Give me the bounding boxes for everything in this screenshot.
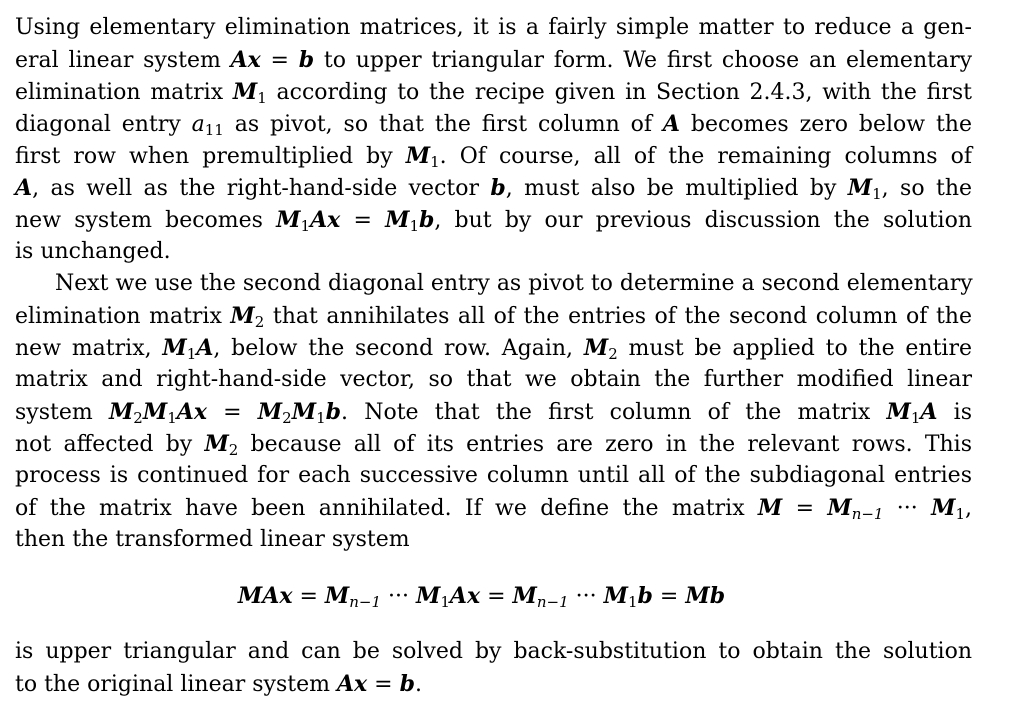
text-run: 1: [440, 593, 450, 611]
text-run: 1: [300, 217, 311, 235]
text-run: first row when premultiplied by: [15, 144, 406, 169]
text-line: [15, 460, 972, 492]
text-run: 1: [316, 409, 326, 427]
text-run: M: [886, 399, 911, 425]
text-run: M: [204, 431, 229, 457]
text-run: =: [260, 48, 299, 73]
text-line: [15, 300, 972, 332]
text-run: A: [662, 111, 680, 137]
math-x: x: [247, 47, 261, 73]
text-run: is upper triangular and can be solved by back-substitution to obtain the solution: [15, 639, 972, 664]
text-line: [15, 428, 972, 460]
text-run: a: [191, 112, 205, 137]
text-run: A: [336, 671, 355, 697]
text-run: M: [324, 583, 350, 609]
text-run: elimination matrix: [15, 304, 231, 329]
text-run: n−1: [536, 593, 569, 611]
text-run: M: [827, 495, 852, 521]
text-line: [15, 524, 972, 556]
display-equation: [15, 580, 972, 612]
text-run: b: [637, 583, 653, 609]
text-run: because all of its entries are zero in the relevant rows. This: [238, 432, 972, 457]
text-run: x: [466, 583, 481, 609]
text-run: M: [415, 583, 441, 609]
text-run: 1: [409, 217, 419, 235]
text-run: =: [367, 672, 400, 697]
text-run: , must also be multiplied by: [505, 176, 848, 201]
text-line: [15, 204, 972, 236]
text-run: , below the second row. Again,: [213, 336, 584, 361]
text-run: diagonal entry: [15, 112, 192, 137]
text-run: 2: [608, 345, 618, 363]
text-run: as pivot, so that the first column of: [223, 112, 663, 137]
spacer: [15, 556, 972, 580]
text-run: =: [292, 584, 325, 609]
text-line: [15, 44, 972, 76]
text-run: elimination matrix: [15, 80, 233, 105]
text-line: [15, 268, 972, 300]
text-run: A: [196, 335, 214, 361]
text-run: of the matrix have been annihilated. If we define the matrix: [15, 496, 758, 521]
text-line: [15, 108, 972, 140]
text-run: A: [262, 583, 280, 609]
text-run: M: [257, 399, 283, 425]
text-run: M: [847, 175, 873, 201]
text-run: M: [931, 495, 956, 521]
text-run: x: [279, 583, 293, 609]
text-run: b: [418, 207, 435, 233]
text-run: to the original linear system: [15, 672, 337, 697]
text-run: 11: [204, 121, 224, 139]
math-A: A: [230, 47, 248, 73]
text-run: to upper triangular form. We first choose an elementary: [314, 48, 973, 73]
text-run: not affected by: [15, 432, 205, 457]
text-run: 1: [872, 185, 882, 203]
text-run: A: [310, 207, 328, 233]
document-page: [15, 12, 972, 700]
text-run: A: [15, 175, 33, 201]
text-run: ···: [381, 584, 416, 609]
text-line: [15, 12, 972, 44]
text-run: then the transformed linear system: [15, 527, 410, 552]
text-run: M: [142, 399, 168, 425]
text-run: system: [15, 400, 109, 425]
text-run: =: [652, 584, 686, 609]
text-run: A: [449, 583, 467, 609]
text-run: eral linear system: [15, 48, 231, 73]
text-run: x: [193, 399, 207, 425]
text-run: M: [512, 583, 537, 609]
text-run: =: [480, 584, 513, 609]
text-run: Next we use the second diagonal entry as pivot to determine a second elementary: [55, 271, 973, 296]
text-line: [15, 172, 972, 204]
text-run: .: [414, 672, 422, 697]
text-run: . Note that the first column of the matrix: [341, 400, 887, 425]
text-run: M: [108, 399, 134, 425]
text-run: new matrix,: [15, 336, 163, 361]
text-run: new system becomes: [15, 208, 277, 233]
text-run: M: [237, 583, 263, 609]
text-run: Using elementary elimination matrices, it is a fairly simple matter to reduce a gen-: [15, 15, 972, 40]
text-run: A: [176, 399, 194, 425]
text-run: 1: [955, 505, 965, 523]
text-run: M: [757, 495, 783, 521]
text-run: =: [206, 400, 258, 425]
spacer: [15, 612, 972, 636]
text-run: , as well as the right-hand-side vector: [32, 176, 491, 201]
math-b: b: [298, 47, 315, 73]
text-run: 1: [627, 593, 638, 611]
text-run: M: [385, 207, 410, 233]
text-run: A: [920, 399, 938, 425]
text-run: M: [405, 143, 431, 169]
text-run: b: [399, 671, 415, 697]
text-run: becomes zero below the: [680, 112, 972, 137]
text-run: M: [232, 79, 258, 105]
text-run: M: [603, 583, 628, 609]
text-run: M: [276, 207, 301, 233]
text-run: must be applied to the entire: [617, 336, 973, 361]
text-run: M: [162, 335, 187, 361]
text-run: matrix and right-hand-side vector, so that we obtain the further modified linear: [15, 367, 972, 392]
text-run: M: [685, 583, 710, 609]
text-run: =: [340, 208, 386, 233]
text-run: according to the recipe given in Section 2.4.3, with the first: [266, 80, 972, 105]
text-run: 1: [186, 345, 197, 363]
text-run: 1: [167, 409, 177, 427]
text-line: [15, 396, 972, 428]
text-line: [15, 332, 972, 364]
text-line: [15, 364, 972, 396]
text-line: [15, 236, 972, 268]
text-run: n−1: [851, 505, 884, 523]
text-run: x: [327, 207, 341, 233]
text-line: [15, 492, 972, 524]
text-run: . Of course, all of the remaining columns of: [439, 144, 973, 169]
text-run: 2: [228, 441, 239, 459]
paragraph-3: [15, 636, 972, 700]
text-line: [15, 140, 972, 172]
text-run: 2: [254, 313, 265, 331]
text-run: 2: [282, 409, 292, 427]
text-line: [15, 668, 972, 700]
text-run: x: [354, 671, 368, 697]
text-run: ···: [568, 584, 604, 609]
text-run: M: [583, 335, 609, 361]
text-run: n−1: [349, 593, 382, 611]
text-run: 1: [430, 153, 440, 171]
text-run: ,: [965, 496, 972, 521]
text-run: =: [782, 496, 828, 521]
text-run: ···: [883, 496, 932, 521]
text-run: b: [709, 583, 726, 609]
text-run: M: [230, 303, 255, 329]
text-run: that annihilates all of the entries of the second column of the: [264, 304, 972, 329]
text-run: is: [937, 400, 972, 425]
text-run: b: [490, 175, 506, 201]
text-run: b: [325, 399, 341, 425]
text-run: M: [291, 399, 317, 425]
text-line: [15, 636, 972, 668]
text-run: , but by our previous discussion the solution: [434, 208, 972, 233]
text-run: is unchanged.: [15, 239, 171, 264]
text-run: , so the: [881, 176, 973, 201]
text-run: process is continued for each successive column until all of the subdiagonal entries: [15, 463, 972, 488]
text-run: 2: [133, 409, 143, 427]
paragraph-1: [15, 12, 972, 268]
text-run: 1: [257, 89, 267, 107]
text-line: [15, 76, 972, 108]
text-run: 1: [910, 409, 921, 427]
paragraph-2: [15, 268, 972, 556]
